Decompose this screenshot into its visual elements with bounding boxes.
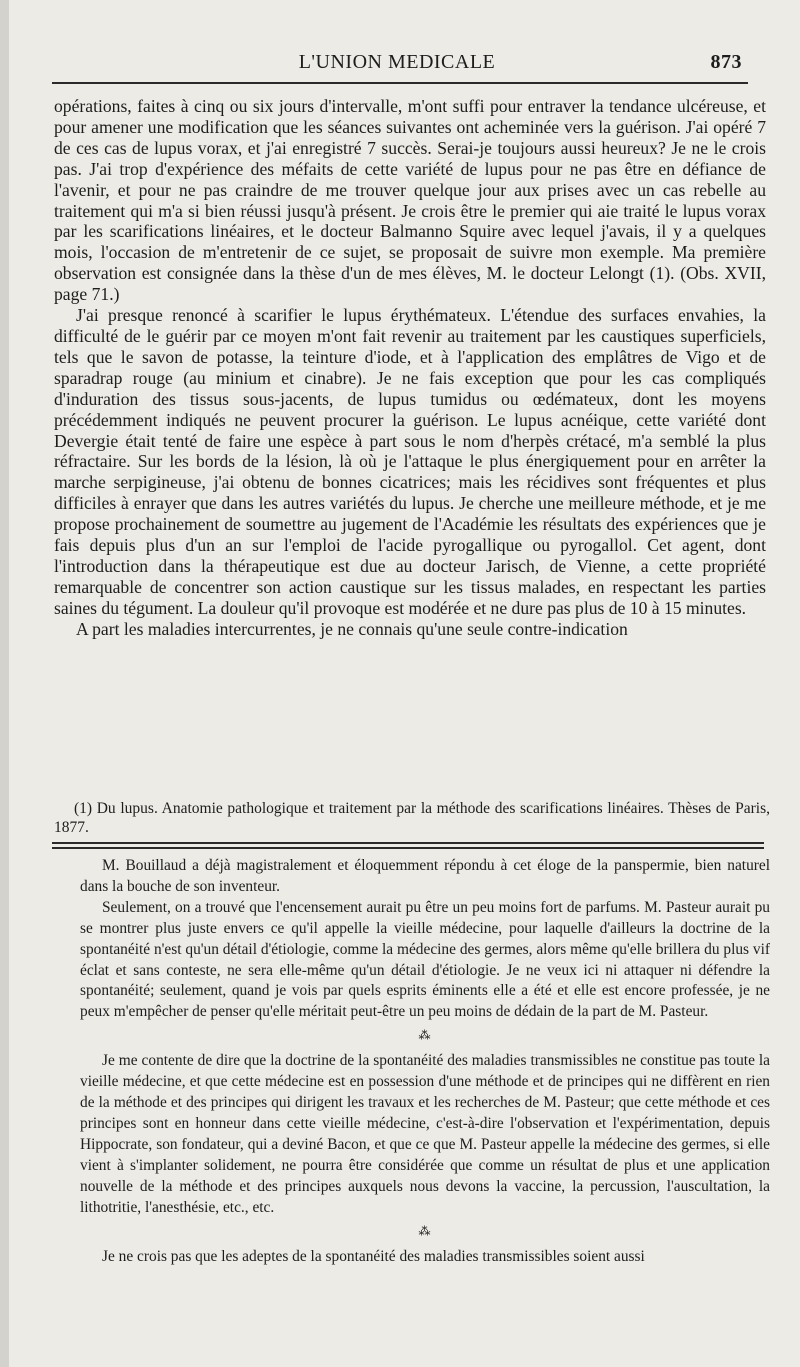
paragraph: Seulement, on a trouvé que l'encensement aurait pu être un peu moins fort de parfums. M. Pasteur aurait pu se montrer plus juste envers ce qu'il appelle la vieille médecine, pour laquelle d'ailleurs la doctrine de la spontanéité n'est qu'un détail d'étiologie, comme la médecine des germes, alors même qu'elle brillera du plus vif éclat et sans conteste, ne sera elle-même qu'un détail d'étiologie. Je ne veux ici ni attaquer ni défendre la spontanéité; seulement, quand je vois par quels esprits éminents elle a été et elle est encore professée, je ne peux m'empêcher de penser qu'elle méritait peut-être un peu moins de dédain de la part de M. Pasteur. — [80, 898, 770, 1021]
paragraph: M. Bouillaud a déjà magistralement et éloquemment répondu à cet éloge de la panspermie, bien naturel dans la bouche de son inventeur. — [80, 857, 770, 895]
running-header — [52, 51, 742, 77]
header-rule — [52, 82, 748, 84]
asterism: ⁂ — [418, 1223, 432, 1238]
journal-title: L'UNION MEDICALE — [298, 51, 496, 73]
paragraph: Je ne crois pas que les adeptes de la spontanéité des maladies transmissibles soient aussi — [102, 1247, 645, 1265]
page-number: 873 — [710, 51, 742, 73]
asterism: ⁂ — [418, 1028, 432, 1043]
footnote-text: (1) Du lupus. Anatomie pathologique et traitement par la méthode des scarifications linéaires. Thèses de Paris, 1877. — [54, 800, 770, 836]
main-text — [54, 96, 766, 640]
paragraph: Je me contente de dire que la doctrine de la spontanéité des maladies transmissibles ne constitue pas toute la vieille médecine, et que cette médecine est en possession d'une méthode et de principes qui ne diffèrent en rien de la méthode et des principes qui dirigent les travaux et les recherches de M. Pasteur; que cette méthode et ces principes sont en honneur dans cette vieille médecine, c'est-à-dire l'observation et l'expérimentation, depuis Hippocrate, son fondateur, qui a deviné Bacon, et que ce que M. Pasteur appelle la médecine des germes, si elle vient à s'implanter solidement, ne pourra être considérée que comme un résultat de plus et une application nouvelle de la méthode et des principes auxquels nous devons la vaccine, la percussion, l'auscultation, la lithotritie, l'anesthésie, etc., etc. — [80, 1052, 770, 1216]
feuilleton-text — [80, 856, 770, 1267]
paragraph: opérations, faites à cinq ou six jours d'intervalle, m'ont suffi pour entraver la tendance ulcéreuse, et pour amener une modification que les séances suivantes ont acheminée vers la guérison. J'ai opéré 7 de ces cas de lupus vorax, et j'ai enregistré 7 succès. Serai-je toujours aussi heureux? Je ne le crois pas. J'ai trop d'expérience des méfaits de cette variété de lupus pour ne pas être en défiance de l'avenir, et pour ne pas craindre de me trouver quelque jour aux prises avec un cas rebelle au traitement qui m'a si bien réussi jusqu'à présent. Je crois être le premier qui aie traité le lupus vorax par les scarifications linéaires, et le docteur Balmanno Squire avec lequel j'avais, il y a quelques mois, l'occasion de m'entretenir de ce sujet, se proposait de suivre mon exemple. Ma première observation est consignée dans la thèse d'un de mes élèves, M. le docteur Lelongt (1). (Obs. XVII, page 71.) — [54, 96, 766, 305]
paragraph: J'ai presque renoncé à scarifier le lupus érythémateux. L'étendue des surfaces envahies, la difficulté de le guérir par ce moyen m'ont fait revenir au traitement par les caustiques superficiels, tels que le savon de potasse, la teinture d'iode, et à l'application des emplâtres de Vigo et de sparadrap rouge (au minium et cinabre). Je ne fais exception que pour les cas compliqués d'induration des tissus sous-jacents, de lupus tumidus ou œdémateux, dont les moyens précédemment indiqués ne peuvent procurer la guérison. Le lupus acnéique, cette variété dont Devergie était tenté de faire une espèce à part sous le nom d'herpès crétacé, m'a semblé la plus réfractaire. Sur les bords de la lésion, là où je l'attaque le plus énergiquement pour en arrêter la marche serpigineuse, j'ai obtenu de bonnes cicatrices; mais les récidives sont fréquentes et plus difficiles à enrayer que dans les autres variétés du lupus. Je cherche une meilleure méthode, et je me propose prochainement de soumettre au jugement de l'Académie les résultats des expériences que je fais depuis plus d'un an sur l'emploi de l'acide pyrogallique ou pyrogallol. Cet agent, dont l'introduction dans la thérapeutique est due au docteur Jarisch, de Vienne, a cette propriété remarquable de concentrer son action caustique sur les tissus malades, en respectant les parties saines du tégument. La douleur qu'il provoque est modérée et ne dure pas plus de 10 à 15 minutes. — [54, 305, 766, 618]
footnote — [54, 799, 770, 837]
paragraph: A part les maladies intercurrentes, je ne connais qu'une seule contre-indication — [76, 618, 628, 639]
page-edge — [0, 0, 9, 1367]
feuilleton-separator — [52, 842, 764, 852]
